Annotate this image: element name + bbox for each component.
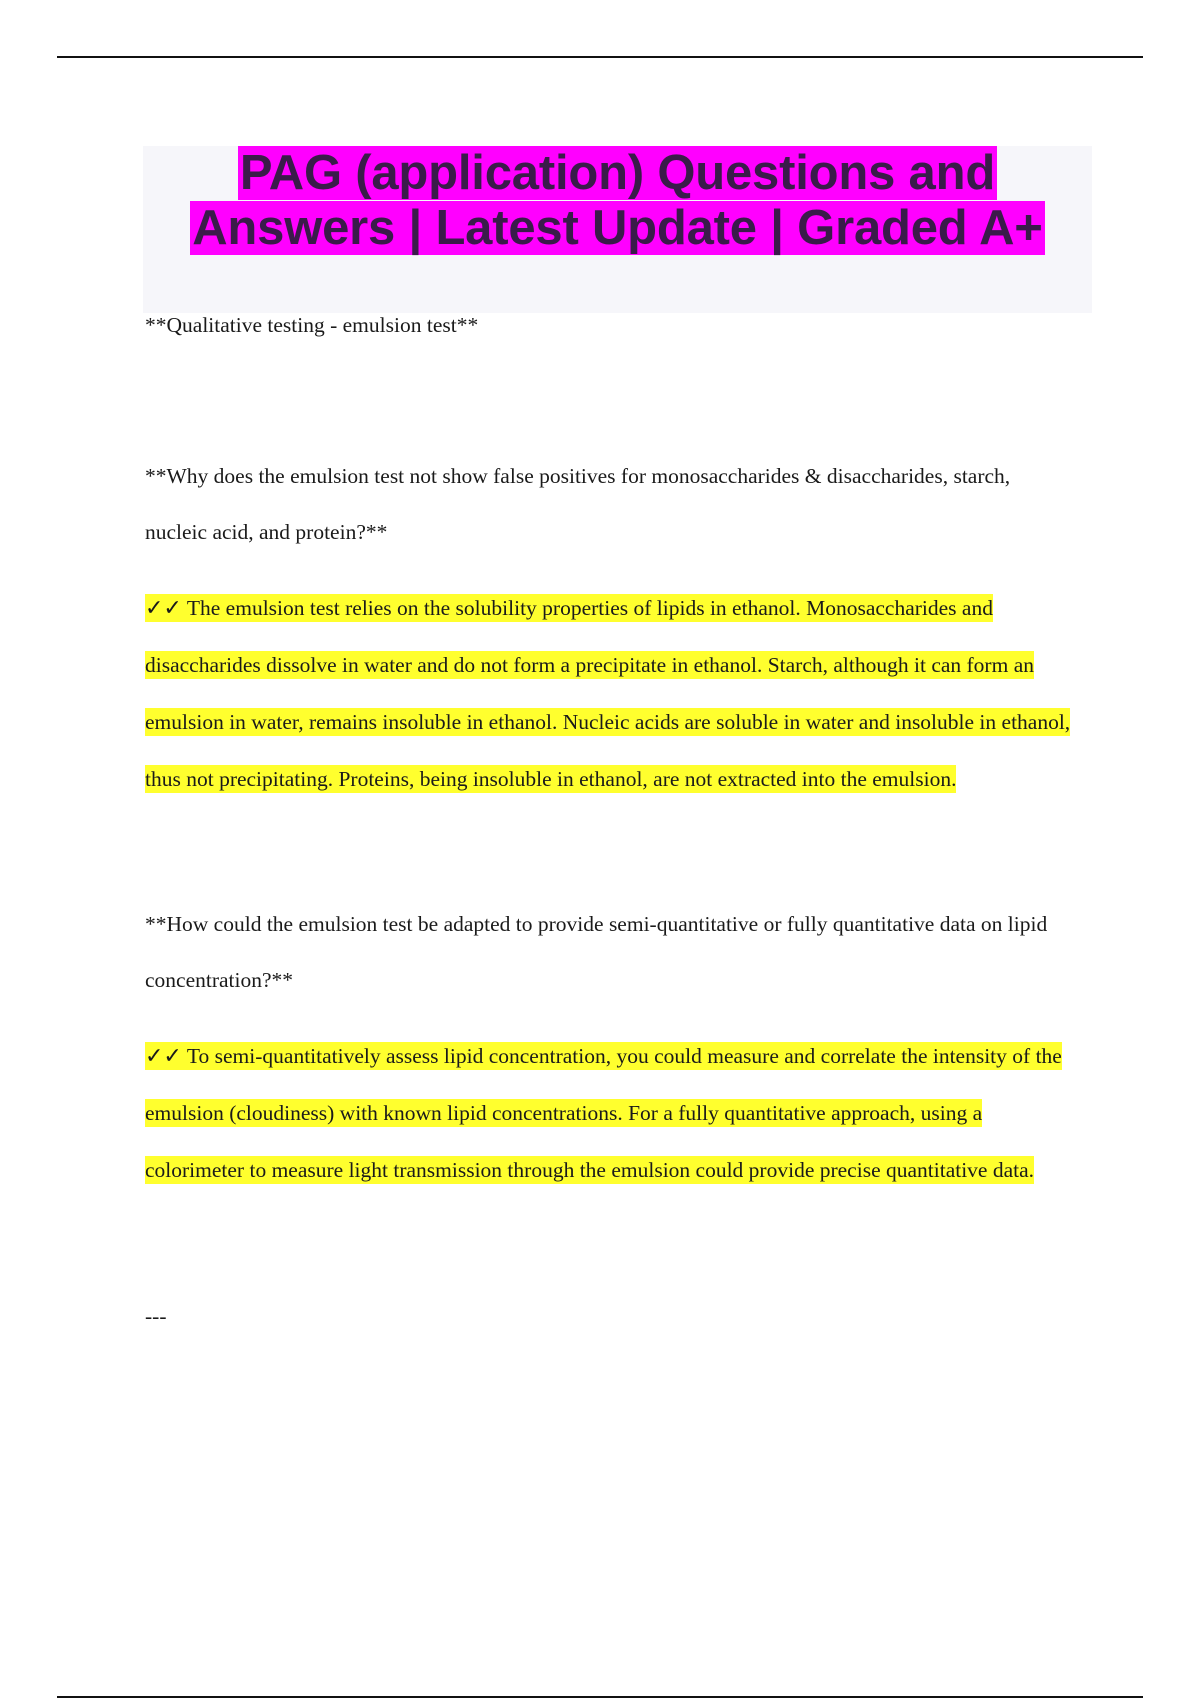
question-1: **Why does the emulsion test not show false positives for monosaccharides & disaccharides, starch, nucleic acid, and protein?** xyxy=(145,464,1011,544)
double-check-icon: ✓✓ xyxy=(145,596,182,621)
bottom-rule xyxy=(57,1696,1143,1698)
title-banner xyxy=(143,146,1092,313)
document-title xyxy=(143,146,1092,256)
answer-2-text: To semi-quantitatively assess lipid concentration, you could measure and correlate the intensity of the emulsion (cloudiness) with known lipid concentrations. For a fully quantitative approach, using a colorimeter to measure light transmission through the emulsion could provide precise quantitative data. xyxy=(145,1044,1062,1182)
top-rule xyxy=(57,56,1143,58)
separator-text: --- xyxy=(145,1304,167,1328)
document-body xyxy=(145,305,1085,1331)
answer-2 xyxy=(145,1028,1080,1199)
question-2: **How could the emulsion test be adapted to provide semi-quantitative or fully quantitative data on lipid concentration?** xyxy=(145,912,1048,992)
answer-1-text: The emulsion test relies on the solubility properties of lipids in ethanol. Monosaccharides and disaccharides dissolve in water and do not form a precipitate in ethanol. Starch, although it can form an emulsion in water, remains insoluble in ethanol. Nucleic acids are soluble in water and insoluble in ethanol, thus not precipitating. Proteins, being insoluble in ethanol, are not extracted into the emulsion. xyxy=(145,596,1071,791)
double-check-icon: ✓✓ xyxy=(145,1044,182,1069)
section-heading: **Qualitative testing - emulsion test** xyxy=(145,313,479,337)
document-title-text: PAG (application) Questions and Answers | Latest Update | Graded A+ xyxy=(192,146,1043,255)
answer-1 xyxy=(145,580,1080,808)
